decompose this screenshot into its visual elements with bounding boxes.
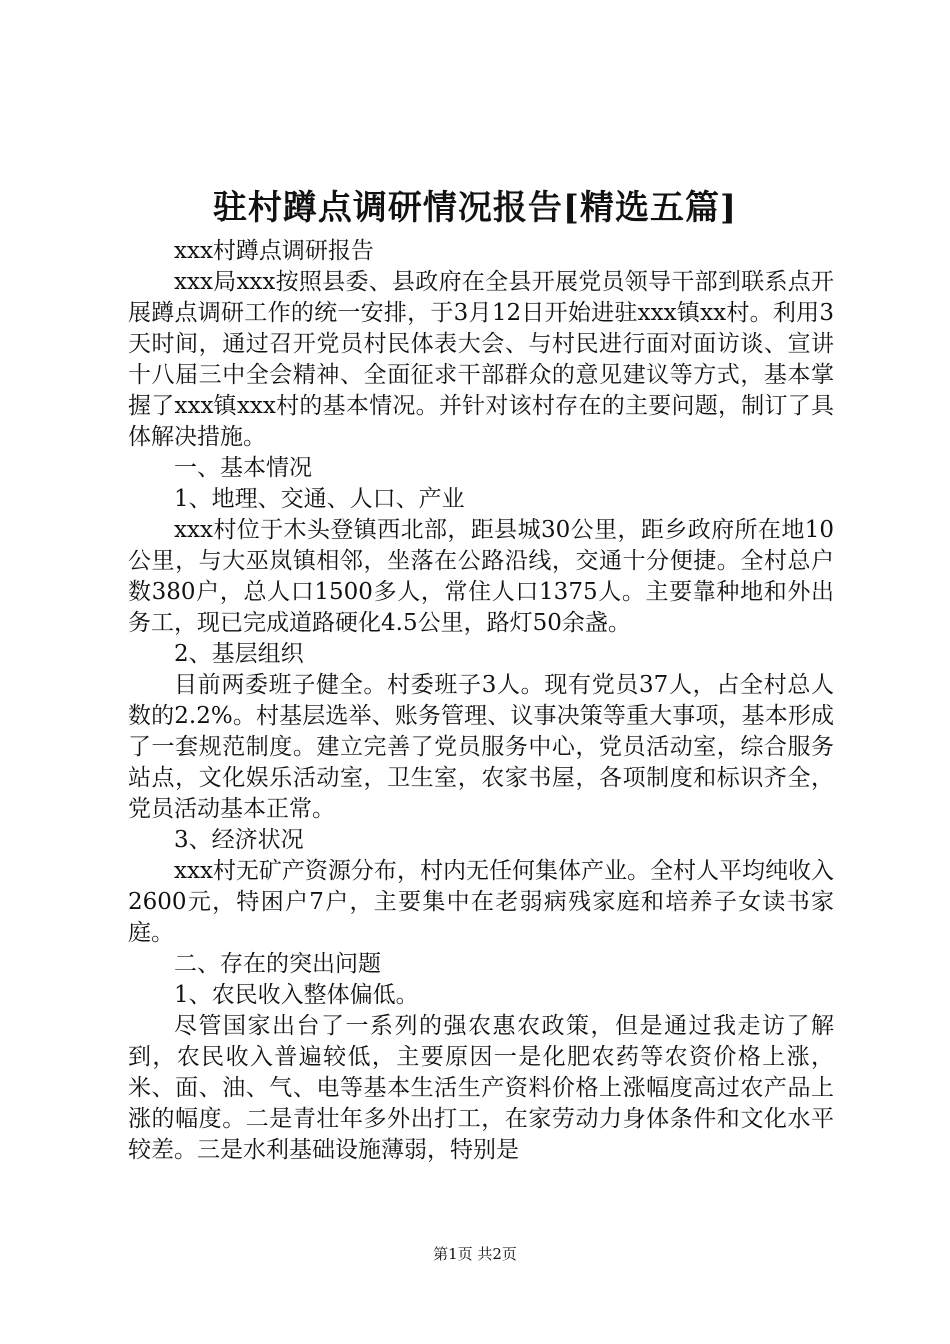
- paragraph-subtitle: xxx村蹲点调研报告: [174, 238, 374, 264]
- paragraph-geography: xxx村位于木头登镇西北部，距县城30公里，距乡政府所在地10公里，与大巫岚镇相邻，坐落在公路沿线，交通十分便捷。全村总户数380户，总人口1500多人，常住人口1375人。主要靠种地和外出务工，现已完成道路硬化4.5公里，路灯50余盏。: [128, 517, 834, 636]
- paragraph-intro: xxx局xxx按照县委、县政府在全县开展党员领导干部到联系点开展蹲点调研工作的统一安排，于3月12日开始进驻xxx镇xx村。利用3天时间，通过召开党员村民体表大会、与村民进行面对面访谈、宣讲十八届三中全会精神、全面征求干部群众的意见建议等方式，基本掌握了xxx镇xxx村的基本情况。并针对该村存在的主要问题，制订了具体解决措施。: [128, 269, 834, 450]
- paragraph-economy: xxx村无矿产资源分布，村内无任何集体产业。全村人平均纯收入2600元，特困户7户，主要集中在老弱病残家庭和培养子女读书家庭。: [128, 858, 834, 946]
- paragraph-organization: 目前两委班子健全。村委班子3人。现有党员37人，占全村总人数的2.2%。村基层选举、账务管理、议事决策等重大事项，基本形成了一套规范制度。建立完善了党员服务中心，党员活动室，综合服务站点，文化娱乐活动室，卫生室，农家书屋，各项制度和标识齐全，党员活动基本正常。: [128, 672, 834, 822]
- paragraph-income: 尽管国家出台了一系列的强农惠农政策，但是通过我走访了解到，农民收入普遍较低，主要原因一是化肥农药等农资价格上涨，米、面、油、气、电等基本生活生产资料价格上涨幅度高过农产品上涨的幅度。二是青壮年多外出打工，在家劳动力身体条件和文化水平较差。三是水利基础设施薄弱，特别是: [128, 1013, 834, 1163]
- heading-problems: 二、存在的突出问题: [174, 951, 381, 977]
- subheading-geography: 1、地理、交通、人口、产业: [174, 486, 465, 512]
- subheading-economy: 3、经济状况: [174, 827, 304, 853]
- subheading-income: 1、农民收入整体偏低。: [174, 982, 419, 1008]
- document-body: [128, 236, 834, 1166]
- document-title: 驻村蹲点调研情况报告[精选五篇]: [212, 188, 738, 228]
- heading-basic-situation: 一、基本情况: [174, 455, 312, 481]
- subheading-organization: 2、基层组织: [174, 641, 304, 667]
- page-footer: 第1页 共2页: [433, 1245, 517, 1263]
